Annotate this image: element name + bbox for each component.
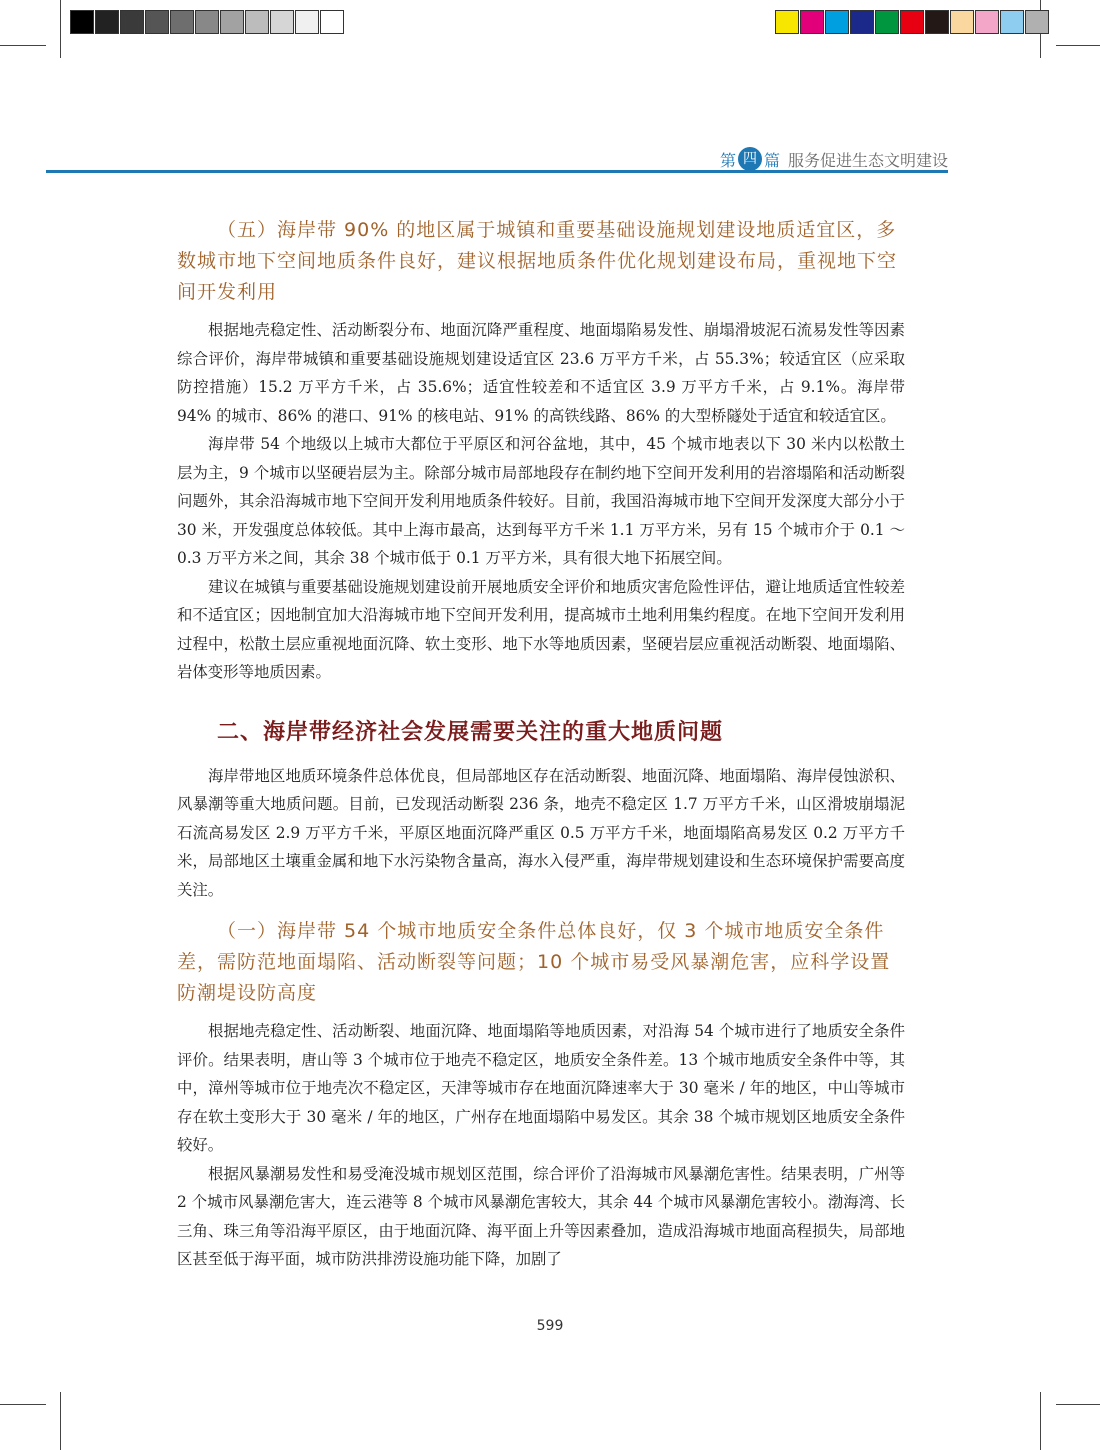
calibration-swatch	[825, 10, 849, 34]
part-number-badge: 四	[738, 147, 762, 171]
calibration-swatch	[875, 10, 899, 34]
crop-mark	[1040, 1392, 1041, 1450]
calibration-swatch	[70, 10, 94, 34]
paragraph: 建议在城镇与重要基础设施规划建设前开展地质安全评价和地质灾害危险性评估，避让地质适宜性较差和不适宜区；因地制宜加大沿海城市地下空间开发利用，提高城市土地利用集约程度。在地下空间开发利用过程中，松散土层应重视地面沉降、软土变形、地下水等地质因素，坚硬岩层应重视活动断裂、地面塌陷、岩体变形等地质因素。	[177, 577, 905, 681]
calibration-swatch	[95, 10, 119, 34]
calibration-swatch	[245, 10, 269, 34]
calibration-swatch	[170, 10, 194, 34]
paragraph: 海岸带地区地质环境条件总体优良，但局部地区存在活动断裂、地面沉降、地面塌陷、海岸侵蚀淤积、风暴潮等重大地质问题。目前，已发现活动断裂 236 条，地壳不稳定区 1.7 万平方千米，山区滑坡崩塌泥石流高易发区 2.9 万平方千米，平原区地面沉降严重区 0.5 万平方千米，地面塌陷高易发区 0.2 万平方千米，局部地区土壤重金属和地下水污染物含量高，海水入侵严重，海岸带规划建设和生态环境保护需要高度关注。	[177, 766, 905, 899]
calibration-swatch	[850, 10, 874, 34]
calibration-swatch	[950, 10, 974, 34]
calibration-swatch	[1000, 10, 1024, 34]
crop-mark	[0, 45, 46, 46]
calibration-swatch	[120, 10, 144, 34]
page-number: 599	[536, 1318, 564, 1334]
paragraph: 根据风暴潮易发性和易受淹没城市规划区范围，综合评价了沿海城市风暴潮危害性。结果表明，广州等 2 个城市风暴潮危害大，连云港等 8 个城市风暴潮危害较大，其余 44 个城市风暴潮危害较小。渤海湾、长三角、珠三角等沿海平原区，由于地面沉降、海平面上升等因素叠加，造成沿海城市地面高程损失，局部地区甚至低于海平面，城市防洪排涝设施功能下降，加剧了	[177, 1164, 905, 1268]
calibration-swatch	[975, 10, 999, 34]
subsection-heading-1: （一）海岸带 54 个城市地质安全条件总体良好，仅 3 个城市地质安全条件差，需防范地面塌陷、活动断裂等问题；10 个城市易受风暴潮危害，应科学设置防潮堤设防高度	[177, 920, 891, 1004]
calibration-swatch	[145, 10, 169, 34]
calibration-swatch	[270, 10, 294, 34]
calibration-swatch	[925, 10, 949, 34]
calibration-swatch	[1025, 10, 1049, 34]
part-suffix: 篇	[763, 150, 780, 170]
crop-mark	[60, 0, 61, 58]
section-heading-2: 二、海岸带经济社会发展需要关注的重大地质问题	[217, 719, 724, 745]
crop-mark	[1056, 45, 1100, 46]
paragraph: 海岸带 54 个地级以上城市大都位于平原区和河谷盆地，其中，45 个城市地表以下 30 米内以松散土层为主，9 个城市以坚硬岩层为主。除部分城市局部地段存在制约地下空间开发利用的岩溶塌陷和活动断裂问题外，其余沿海城市地下空间开发利用地质条件较好。目前，我国沿海城市地下空间开发深度大部分小于 30 米，开发强度总体较低。其中上海市最高，达到每平方千米 1.1 万平方米，另有 15 个城市介于 0.1 ～ 0.3 万平方米之间，其余 38 个城市低于 0.1 万平方米，具有很大地下拓展空间。	[177, 435, 905, 567]
grayscale-calibration-bar	[70, 10, 345, 34]
crop-mark	[0, 1404, 46, 1405]
calibration-swatch	[220, 10, 244, 34]
calibration-swatch	[195, 10, 219, 34]
calibration-swatch	[320, 10, 344, 34]
running-head	[720, 147, 948, 171]
subsection-heading-5: （五）海岸带 90% 的地区属于城镇和重要基础设施规划建设地质适宜区，多数城市地下空间地质条件良好，建议根据地质条件优化规划建设布局，重视地下空间开发利用	[177, 219, 898, 303]
color-calibration-bar	[775, 10, 1050, 34]
calibration-swatch	[295, 10, 319, 34]
crop-mark	[60, 1392, 61, 1450]
main-content	[177, 215, 905, 1274]
calibration-swatch	[775, 10, 799, 34]
part-prefix: 第	[719, 150, 736, 170]
crop-mark	[1056, 1404, 1100, 1405]
header-rule	[46, 170, 948, 173]
paragraph: 根据地壳稳定性、活动断裂分布、地面沉降严重程度、地面塌陷易发性、崩塌滑坡泥石流易发性等因素综合评价，海岸带城镇和重要基础设施规划建设适宜区 23.6 万平方千米，占 55.3%；较适宜区（应采取防控措施）15.2 万平方千米，占 35.6%；适宜性较差和不适宜区 3.9 万平方千米，占 9.1%。海岸带 94% 的城市、86% 的港口、91% 的核电站、91% 的高铁线路、86% 的大型桥隧处于适宜和较适宜区。	[177, 321, 905, 425]
calibration-swatch	[800, 10, 824, 34]
calibration-swatch	[900, 10, 924, 34]
paragraph: 根据地壳稳定性、活动断裂、地面沉降、地面塌陷等地质因素，对沿海 54 个城市进行了地质安全条件评价。结果表明，唐山等 3 个城市位于地壳不稳定区，地质安全条件差。13 个城市地质安全条件中等，其中，漳州等城市位于地壳次不稳定区，天津等城市存在地面沉降速率大于 30 毫米 / 年的地区，中山等城市存在软土变形大于 30 毫米 / 年的地区，广州存在地面塌陷中易发区。其余 38 个城市规划区地质安全条件较好。	[177, 1022, 905, 1154]
part-title: 服务促进生态文明建设	[787, 150, 948, 170]
